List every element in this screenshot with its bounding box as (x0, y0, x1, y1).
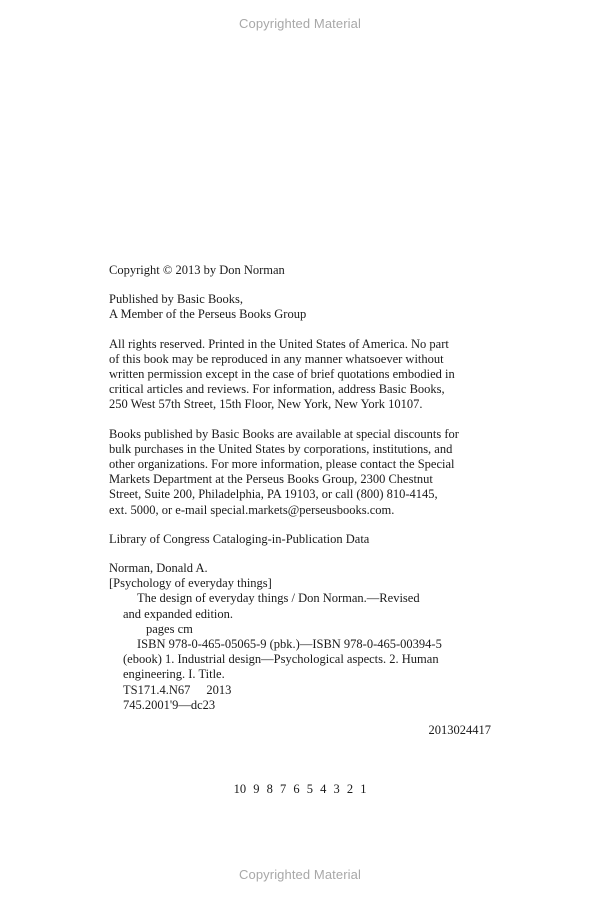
cip-subjects: (ebook) 1. Industrial design—Psychological aspects. 2. Human (123, 652, 439, 667)
cip-dewey: 745.2001'9—dc23 (123, 697, 216, 712)
copyright-notice (109, 263, 509, 278)
cip-lc-class (109, 683, 509, 698)
special-sales-line: Markets Department at the Perseus Books Group, 2300 Chestnut (109, 472, 433, 487)
cip-isbn: ISBN 978-0-465-05065-9 (pbk.)—ISBN 978-0-465-00394-5 (137, 637, 442, 652)
printing-line: 10 9 8 7 6 5 4 3 2 1 (233, 782, 367, 796)
special-sales-line: bulk purchases in the United States by corporations, institutions, and (109, 441, 453, 456)
rights-paragraph (109, 337, 509, 413)
cip-heading-block (109, 532, 509, 547)
rights-line: All rights reserved. Printed in the United States of America. No part (109, 336, 449, 351)
cip-title-continued: and expanded edition. (123, 606, 234, 621)
special-sales-line: ext. 5000, or e-mail special.markets@perseusbooks.com. (109, 502, 395, 517)
rights-line: of this book may be reproduced in any manner whatsoever without (109, 351, 444, 366)
copyright-watermark-bottom: Copyrighted Material (239, 867, 361, 882)
cip-author: Norman, Donald A. (109, 561, 208, 576)
special-sales-line: Books published by Basic Books are available at special discounts for (109, 426, 459, 441)
rights-line: 250 West 57th Street, 15th Floor, New York, New York 10107. (109, 397, 423, 412)
cip-former-title: [Psychology of everyday things] (109, 576, 272, 591)
cip-lc-class-number: TS171.4.N67 (123, 682, 191, 697)
cip-lc-year: 2013 (206, 682, 232, 697)
publisher-block (109, 292, 509, 322)
special-sales-line: other organizations. For more information, please contact the Special (109, 457, 455, 472)
special-sales-paragraph (109, 427, 509, 518)
publisher-line: Published by Basic Books, (109, 292, 244, 307)
publisher-line: A Member of the Perseus Books Group (109, 307, 307, 322)
cip-lccn: 2013024417 (428, 723, 491, 737)
rights-line: critical articles and reviews. For information, address Basic Books, (109, 382, 445, 397)
cip-heading: Library of Congress Cataloging-in-Publication Data (109, 531, 370, 546)
special-sales-line: Street, Suite 200, Philadelphia, PA 19103, or call (800) 810-4145, (109, 487, 438, 502)
copyright-page-body (109, 263, 509, 737)
cip-subjects-continued: engineering. I. Title. (123, 667, 225, 682)
copyright-watermark-top: Copyrighted Material (239, 16, 361, 31)
cip-title: The design of everyday things / Don Norman.—Revised (137, 591, 420, 606)
cip-pages: pages cm (146, 621, 193, 636)
rights-line: written permission except in the case of brief quotations embodied in (109, 367, 455, 382)
copyright-line: Copyright © 2013 by Don Norman (109, 263, 285, 277)
cip-record (109, 561, 509, 713)
